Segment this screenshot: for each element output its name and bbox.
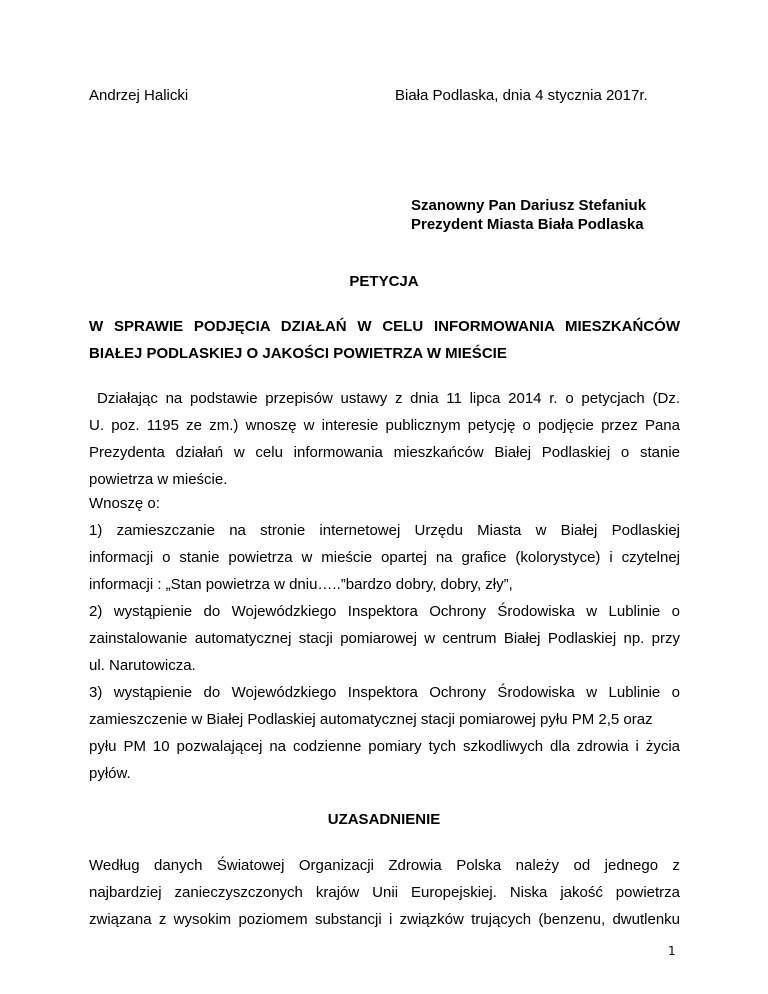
request-item-3-line-3: pyłu PM 10 pozwalającej na codzienne pomiary tych szkodliwych dla zdrowia i życia bbox=[89, 738, 680, 755]
place-and-date: Biała Podlaska, dnia 4 stycznia 2017r. bbox=[395, 87, 648, 104]
justification-line-1: Według danych Światowej Organizacji Zdrowia Polska należy od jednego z bbox=[89, 857, 680, 874]
addressee-name: Szanowny Pan Dariusz Stefaniuk bbox=[411, 197, 647, 214]
justification-line-2: najbardziej zanieczyszczonych krajów Unii Europejskiej. Niska jakość powietrza bbox=[89, 884, 680, 901]
body-paragraph-line-3: Prezydenta działań w celu informowania mieszkańców Białej Podlaskiej o stanie bbox=[89, 444, 680, 461]
request-item-3-line-1: 3) wystąpienie do Wojewódzkiego Inspektora Ochrony Środowiska w Lublinie o bbox=[89, 684, 680, 701]
request-item-2-line-2: zainstalowanie automatycznej stacji pomiarowej w centrum Białej Podlaskiej np. przy bbox=[89, 630, 680, 647]
request-item-1-line-2: informacji o stanie powietrza w mieście opartej na grafice (kolorystyce) i czytelnej bbox=[89, 549, 680, 566]
body-paragraph-line-1: Działając na podstawie przepisów ustawy z dnia 11 lipca 2014 r. o petycjach (Dz. bbox=[97, 390, 680, 407]
body-paragraph-line-2: U. poz. 1195 ze zm.) wnoszę w interesie publicznym petycję o podjęcie przez Pana bbox=[89, 417, 680, 434]
page-number: 1 bbox=[668, 944, 676, 958]
request-intro: Wnoszę o: bbox=[89, 495, 160, 512]
justification-heading: UZASADNIENIE bbox=[327, 811, 441, 828]
request-item-3-line-4: pyłów. bbox=[89, 765, 131, 782]
request-item-1-line-1: 1) zamieszczanie na stronie internetowej Urzędu Miasta w Białej Podlaskiej bbox=[89, 522, 680, 539]
request-item-2-line-3: ul. Narutowicza. bbox=[89, 657, 196, 674]
request-item-2-line-1: 2) wystąpienie do Wojewódzkiego Inspektora Ochrony Środowiska w Lublinie o bbox=[89, 603, 680, 620]
justification-line-3: związana z wysokim poziomem substancji i związków trujących (benzenu, dwutlenku bbox=[89, 911, 680, 928]
addressee-title: Prezydent Miasta Biała Podlaska bbox=[411, 216, 644, 233]
author-name: Andrzej Halicki bbox=[89, 87, 189, 104]
body-paragraph-line-4: powietrza w mieście. bbox=[89, 471, 228, 488]
document-title: PETYCJA bbox=[349, 273, 419, 290]
request-item-1-line-3: informacji : „Stan powietrza w dniu…..”bardzo dobry, dobry, zły”, bbox=[89, 576, 513, 593]
subject-line-1: W SPRAWIE PODJĘCIA DZIAŁAŃ W CELU INFORMOWANIA MIESZKAŃCÓW bbox=[89, 318, 680, 335]
subject-line-2: BIAŁEJ PODLASKIEJ O JAKOŚCI POWIETRZA W MIEŚCIE bbox=[89, 345, 507, 362]
request-item-3-line-2: zamieszczenie w Białej Podlaskiej automatycznej stacji pomiarowej pyłu PM 2,5 oraz bbox=[89, 711, 653, 728]
